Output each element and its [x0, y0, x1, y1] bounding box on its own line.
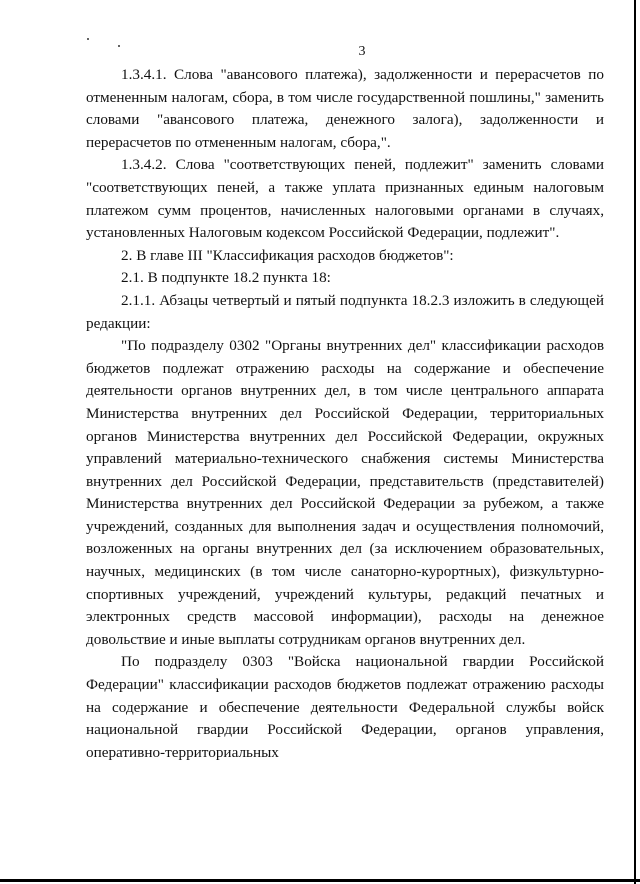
paragraph-subsection-0302: "По подразделу 0302 "Органы внутренних дел" классификации расходов бюджетов подлежат отражению расходы на содержание и обеспечение деятельности органов внутренних дел, в том числе центрального аппарата Министерства внутренних дел Российской Федерации, территориальных органов Министерства внутренних дел Российской Федерации, окружных управлений материально-технического снабжения системы Министерства внутренних дел Российской Федерации, представительств (представителей) Министерства внутренних дел Российской Федерации за рубежом, а также учреждений, созданных для выполнения задач и осуществления полномочий, возложенных на органы внутренних дел (за исключением образовательных, научных, медицинских (в том числе санаторно-курортных), физкультурно-спортивных учреждений, учреждений культуры, редакций печатных и электронных средств массовой информации), расходы на денежное довольствие и иные выплаты сотрудникам органов внутренних дел.	[86, 337, 604, 648]
page-number: 3	[358, 44, 366, 59]
paragraph-chapter-3: 2. В главе III "Классификация расходов бюджетов":	[121, 246, 454, 264]
scan-speck	[87, 38, 89, 40]
paragraph-1-3-4-1: 1.3.4.1. Слова "авансового платежа), задолженности и перерасчетов по отмененным налогам, сбора, в том числе государственной пошлины," заменить словами "авансового платежа, денежного залога), задолженности и перерасчетов по отмененным налогам, сбора,".	[86, 66, 604, 151]
scan-edge-bottom	[0, 879, 640, 882]
document-body	[86, 64, 604, 764]
paragraph-1-3-4-2: 1.3.4.2. Слова "соответствующих пеней, подлежит" заменить словами "соответствующих пеней, а также уплата признанных единым налоговым платежом сумм процентов, начисленных налоговыми органами в случаях, установленных Налоговым кодексом Российской Федерации, подлежит".	[86, 156, 604, 242]
paragraph-subsection-0303: По подразделу 0303 "Войска национальной гвардии Российской Федерации" классификации расходов бюджетов подлежат отражению расходы на содержание и обеспечение деятельности Федеральной службы войск национальной гвардии Российской Федерации, органов управления, оперативно-территориальных	[86, 653, 604, 761]
paragraph-2-1-1: 2.1.1. Абзацы четвертый и пятый подпункта 18.2.3 изложить в следующей редакции:	[86, 291, 604, 332]
scan-edge-right	[634, 0, 636, 884]
paragraph-2-1: 2.1. В подпункте 18.2 пункта 18:	[121, 269, 331, 287]
